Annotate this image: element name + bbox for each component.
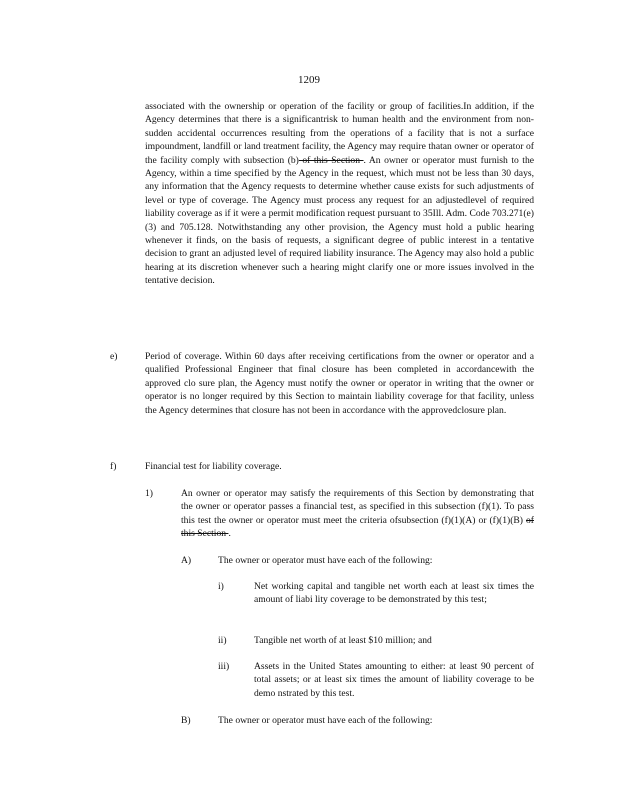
item-b-marker: B) (181, 715, 191, 726)
section-e-paragraph: Period of coverage. Within 60 days after receiving certifications from the owner or operator and a qualified Professional Engineer that final closure has been completed in accordancewith the approved clo sure plan, the Agency must notify the owner or operator in writing that the owner or operator is no longer required by this Section to maintain liability coverage for that facility, unless the Agency determines that closure has not been in accordance with the approvedclosure plan. (145, 351, 534, 416)
intro-struck-text: of this Section (298, 154, 364, 166)
item-a-paragraph: The owner or operator must have each of the following: (218, 555, 433, 566)
item-i-paragraph: Net working capital and tangible net worth each at least six times the amount of liabi lity coverage to be demonstrated by this test; (254, 581, 534, 606)
intro-text-2: . An owner or operator must furnish to the Agency, within a time specified by the Agency in the request, which must not be less than 30 days, any information that the Agency requests to determine whether cause exists for such adjustments of level or type of coverage. The Agency must process any request for an adjustedlevel of required liability coverage as if it were a permit modification request pursuant to 35Ill. Adm. Code 703.271(e)(3) and 705.128. Notwithstanding any other provision, the Agency must hold a public hearing whenever it finds, on the basis of requests, a significant degree of public interest in a tentative decision to grant an adjusted level of required liability insurance. The Agency may also hold a public hearing at its discretion whenever such a hearing might clarify one or more issues involved in the tentative decision. (145, 154, 534, 287)
item-ii-paragraph: Tangible net worth of at least $10 million; and (254, 635, 432, 646)
page-number: 1209 (298, 74, 320, 86)
item-iii-marker: iii) (218, 661, 230, 672)
intro-text-1: associated with the ownership or operation of the facility or group of facilities.In addition, if the Agency determines that there is a significantrisk to human health and the environment from non-sudden accidental occurrences resulting from the operations of a facility that is not a surface impoundment, landfill or land treatment facility, the Agency may require thatan owner or operator of the facility comply with subsection (b) (145, 101, 534, 166)
intro-paragraph (145, 100, 534, 288)
section-e-marker: e) (110, 351, 118, 362)
item-ii-marker: ii) (218, 635, 227, 646)
item-1-struck-text: of this Section (181, 514, 534, 540)
item-i-marker: i) (218, 581, 224, 592)
item-1-paragraph (181, 487, 534, 541)
section-f-marker: f) (110, 461, 117, 472)
item-1-marker: 1) (145, 488, 153, 499)
item-1-text: An owner or operator may satisfy the requirements of this Section by demonstrating that the owner or operator passes a financial test, as specified in this subsection (f)(1). To pass this test the owner or operator must meet the criteria ofsubsection (f)(1)(A) or (f)(1)(B) (181, 488, 534, 526)
item-a-marker: A) (181, 555, 192, 566)
item-1-tail: . (228, 528, 231, 540)
section-f-heading: Financial test for liability coverage. (145, 461, 282, 472)
item-iii-paragraph: Assets in the United States amounting to either: at least 90 percent of total assets; or at least six times the amount of liability coverage to be demo nstrated by this test. (254, 661, 534, 699)
item-b-paragraph: The owner or operator must have each of the following: (218, 715, 433, 726)
